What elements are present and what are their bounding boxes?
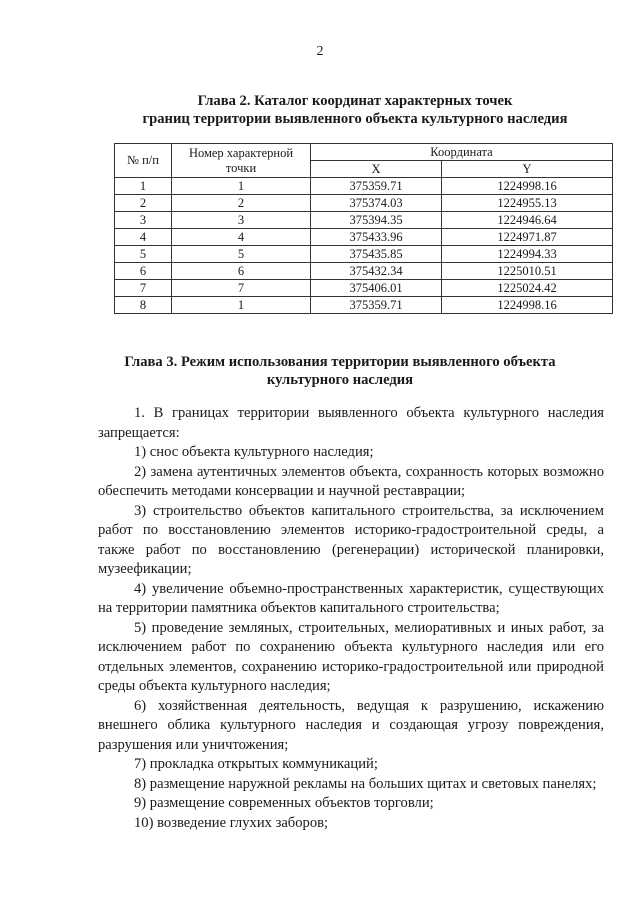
paragraph-item-6: 6) хозяйственная деятельность, ведущая к разрушению, искажению внешнего облика культурного наследия и создающая угрозу повреждения, разрушения или уничтожения;	[98, 697, 604, 753]
table-row	[115, 195, 613, 212]
cell-y: 1224955.13	[442, 195, 613, 212]
cell-x: 375435.85	[311, 246, 442, 263]
table-row	[115, 178, 613, 195]
cell-y: 1225010.51	[442, 263, 613, 280]
cell-y: 1224946.64	[442, 212, 613, 229]
cell-num: 2	[115, 195, 172, 212]
cell-num: 5	[115, 246, 172, 263]
cell-point: 5	[172, 246, 311, 263]
cell-num: 7	[115, 280, 172, 297]
cell-num: 3	[115, 212, 172, 229]
cell-num: 4	[115, 229, 172, 246]
cell-point: 2	[172, 195, 311, 212]
chapter2-title-line2: границ территории выявленного объекта культурного наследия	[142, 111, 568, 127]
cell-num: 8	[115, 297, 172, 314]
chapter3-title-line2: культурного наследия	[266, 372, 414, 388]
cell-num: 6	[115, 263, 172, 280]
table-row	[115, 297, 613, 314]
paragraph-item-9: 9) размещение современных объектов торговли;	[134, 795, 434, 811]
cell-y: 1224998.16	[442, 297, 613, 314]
cell-point: 4	[172, 229, 311, 246]
chapter3-title	[80, 353, 600, 389]
paragraph-item-3: 3) строительство объектов капитального строительства, за исключением работ по восстановлению элементов историко-градостроительной среды, а также работ по восстановлению (регенерации) исторической планировки, музеефикации;	[98, 502, 604, 577]
table-row	[115, 212, 613, 229]
paragraph-item-5: 5) проведение земляных, строительных, мелиоративных и иных работ, за исключением работ по сохранению объекта культурного наследия или его отдельных элементов, сохранению историко-градостроительной или природной среды объекта культурного наследия;	[98, 619, 604, 694]
header-num: № п/п	[115, 144, 172, 178]
paragraph-item-8: 8) размещение наружной рекламы на больших щитах и световых панелях;	[134, 775, 597, 792]
cell-y: 1225024.42	[442, 280, 613, 297]
cell-y: 1224998.16	[442, 178, 613, 195]
header-y: Y	[442, 161, 613, 178]
header-coordinate: Координата	[311, 144, 613, 161]
page-number: 2	[316, 44, 324, 59]
paragraph-item-7: 7) прокладка открытых коммуникаций;	[134, 756, 378, 772]
paragraph-item-2: 2) замена аутентичных элементов объекта, сохранность которых возможно обеспечить методами консервации и научной реставрации;	[98, 463, 604, 499]
table-row	[115, 263, 613, 280]
paragraph-item-10: 10) возведение глухих заборов;	[134, 814, 329, 831]
cell-point: 6	[172, 263, 311, 280]
table-row	[115, 280, 613, 297]
paragraph-item-4: 4) увеличение объемно-пространственных характеристик, существующих на территории памятника объектов капитального строительства;	[98, 580, 604, 616]
cell-num: 1	[115, 178, 172, 195]
chapter3-title-line1: Глава 3. Режим использования территории выявленного объекта	[124, 354, 556, 370]
header-point: Номер характерной точки	[172, 144, 311, 178]
cell-x: 375374.03	[311, 195, 442, 212]
cell-point: 1	[172, 297, 311, 314]
cell-y: 1224971.87	[442, 229, 613, 246]
cell-x: 375359.71	[311, 297, 442, 314]
cell-y: 1224994.33	[442, 246, 613, 263]
cell-x: 375406.01	[311, 280, 442, 297]
cell-point: 3	[172, 212, 311, 229]
cell-point: 1	[172, 178, 311, 195]
cell-x: 375433.96	[311, 229, 442, 246]
header-x: X	[311, 161, 442, 178]
cell-point: 7	[172, 280, 311, 297]
paragraph-item-1: 1) снос объекта культурного наследия;	[134, 444, 374, 460]
chapter2-title-line1: Глава 2. Каталог координат характерных точек	[197, 93, 513, 109]
chapter2-title	[85, 92, 625, 128]
coordinates-table-body	[115, 178, 613, 314]
cell-x: 375359.71	[311, 178, 442, 195]
cell-x: 375394.35	[311, 212, 442, 229]
paragraph-intro: 1. В границах территории выявленного объекта культурного наследия запрещается:	[98, 405, 604, 441]
coordinates-table	[114, 143, 613, 314]
chapter3-body	[98, 404, 604, 833]
table-row	[115, 229, 613, 246]
cell-x: 375432.34	[311, 263, 442, 280]
table-row	[115, 246, 613, 263]
